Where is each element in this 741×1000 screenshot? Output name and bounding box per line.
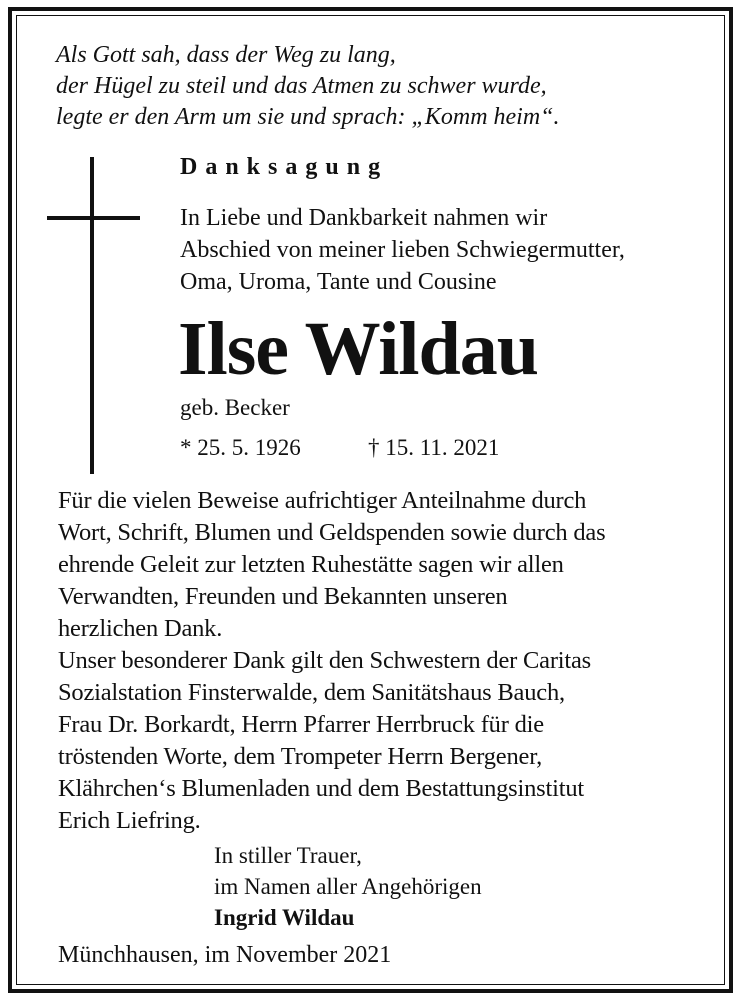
birth-name: geb. Becker [180,395,290,420]
place-date: Münchhausen, im November 2021 [58,942,392,968]
birth-date: * 25. 5. 1926 [180,435,301,460]
thanks-line: Unser besonderer Dank gilt den Schwestern der Caritas [58,647,591,674]
thanks-line: Wort, Schrift, Blumen und Geldspenden sowie durch das [58,519,606,546]
deceased-name: Ilse Wildau [178,307,539,391]
intro-text [180,202,625,298]
intro-line: Oma, Uroma, Tante und Cousine [180,269,497,295]
signoff-line: im Namen aller Angehörigen [214,874,482,899]
signer-name: Ingrid Wildau [214,905,355,930]
poem-line: der Hügel zu steil und das Atmen zu schwer wurde, [56,73,547,99]
thanks-line: tröstenden Worte, dem Trompeter Herrn Bergener, [58,743,543,770]
thanks-line: Erich Liefring. [58,807,201,834]
thanks-line: Für die vielen Beweise aufrichtiger Anteilnahme durch [58,487,587,514]
memorial-poem [56,40,560,133]
thanks-line: Verwandten, Freunden und Bekannten unseren [58,583,508,610]
intro-line: Abschied von meiner lieben Schwiegermutter, [180,237,625,263]
thanks-text [58,485,605,837]
signoff-line: In stiller Trauer, [214,843,362,868]
cross-icon-bar [47,216,140,220]
thanks-line: ehrende Geleit zur letzten Ruhestätte sagen wir allen [58,551,564,578]
cross-icon [90,157,94,474]
death-date: † 15. 11. 2021 [368,435,500,460]
heading: Danksagung [180,154,389,180]
poem-line: legte er den Arm um sie und sprach: „Komm heim“. [56,104,560,130]
signoff [214,840,482,933]
poem-line: Als Gott sah, dass der Weg zu lang, [56,42,396,68]
thanks-line: herzlichen Dank. [58,615,223,642]
intro-line: In Liebe und Dankbarkeit nahmen wir [180,205,548,231]
thanks-line: Frau Dr. Borkardt, Herrn Pfarrer Herrbruck für die [58,711,544,738]
thanks-line: Sozialstation Finsterwalde, dem Sanitätshaus Bauch, [58,679,565,706]
thanks-line: Klährchen‘s Blumenladen und dem Bestattungsinstitut [58,775,584,802]
